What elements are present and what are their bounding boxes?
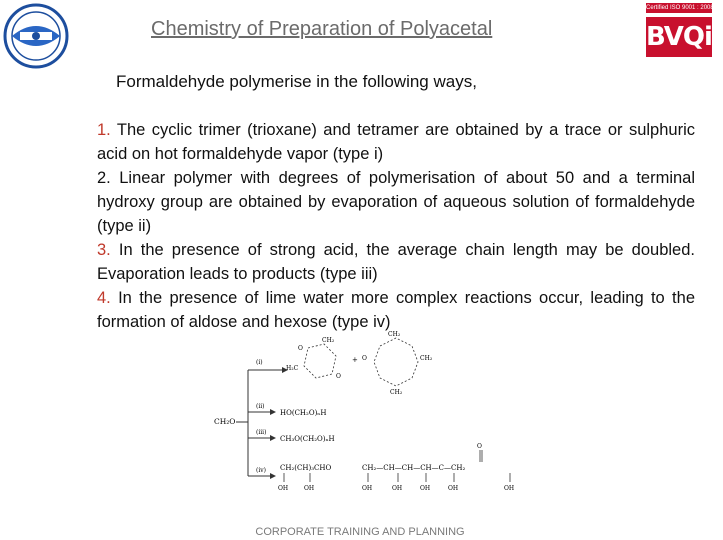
- product-ii: HO(CH₂O)ₙH: [280, 409, 327, 417]
- bvqi-logo: BVQi: [646, 17, 712, 57]
- svg-text:CH₂: CH₂: [420, 355, 433, 362]
- point-number: 2.: [97, 169, 111, 187]
- product-iv-left: CH₂(CH)₃CHO: [280, 464, 332, 472]
- svg-text:H₂C: H₂C: [286, 365, 299, 372]
- svg-text:OH: OH: [392, 485, 403, 492]
- branch-label-iv: (iv): [256, 467, 266, 474]
- svg-text:O: O: [362, 355, 367, 362]
- point-text: Linear polymer with degrees of polymerisation of about 50 and a terminal hydroxy group are obtained by evaporation of aqueous solution of formaldehyde (type ii): [97, 169, 695, 235]
- certification-strip: Certified ISO 9001 : 2008 Inc: [646, 5, 723, 11]
- point-text: The cyclic trimer (trioxane) and tetramer are obtained by a trace or sulphuric acid on hot formaldehyde vapor (type i): [97, 121, 695, 163]
- point-text: In the presence of strong acid, the average chain length may be doubled. Evaporation leads to products (type iii): [97, 241, 695, 283]
- svg-text:CH₂: CH₂: [322, 337, 335, 344]
- svg-text:CH₂: CH₂: [390, 389, 403, 396]
- svg-text:OH: OH: [278, 485, 289, 492]
- svg-text:OH: OH: [448, 485, 459, 492]
- point-text: In the presence of lime water more complex reactions occur, leading to the formation of aldose and hexose (type iv): [97, 289, 695, 331]
- points-list: [97, 118, 695, 334]
- point-number: 3.: [97, 241, 111, 259]
- source-label: CH₂O: [214, 417, 236, 426]
- product-iv-right: CH₂—CH—CH—CH—C—CH₂: [362, 464, 466, 472]
- svg-text:CH₂: CH₂: [388, 331, 401, 338]
- svg-text:+: +: [352, 356, 358, 364]
- branch-label-iii: (iii): [256, 429, 267, 436]
- reaction-scheme: [212, 330, 524, 500]
- branch-label-i: (i): [256, 359, 263, 366]
- svg-text:O: O: [336, 373, 341, 380]
- point-number: 4.: [97, 289, 111, 307]
- point-4: [97, 286, 695, 334]
- svg-text:O: O: [477, 443, 482, 450]
- svg-text:OH: OH: [304, 485, 315, 492]
- branch-label-ii: (ii): [256, 403, 265, 410]
- product-iii: CH₃O(CH₂O)ₙH: [280, 435, 335, 443]
- footer-text: CORPORATE TRAINING AND PLANNING: [255, 526, 465, 538]
- point-3: [97, 238, 695, 286]
- point-2: [97, 166, 695, 238]
- point-1: [97, 118, 695, 166]
- intro-text: Formaldehyde polymerise in the following ways,: [116, 72, 477, 91]
- svg-text:O: O: [298, 345, 303, 352]
- svg-text:OH: OH: [504, 485, 515, 492]
- page-title: Chemistry of Preparation of Polyacetal: [151, 18, 493, 40]
- point-number: 1.: [97, 121, 111, 139]
- svg-text:OH: OH: [420, 485, 431, 492]
- svg-text:OH: OH: [362, 485, 373, 492]
- cipet-logo-icon: [2, 2, 70, 70]
